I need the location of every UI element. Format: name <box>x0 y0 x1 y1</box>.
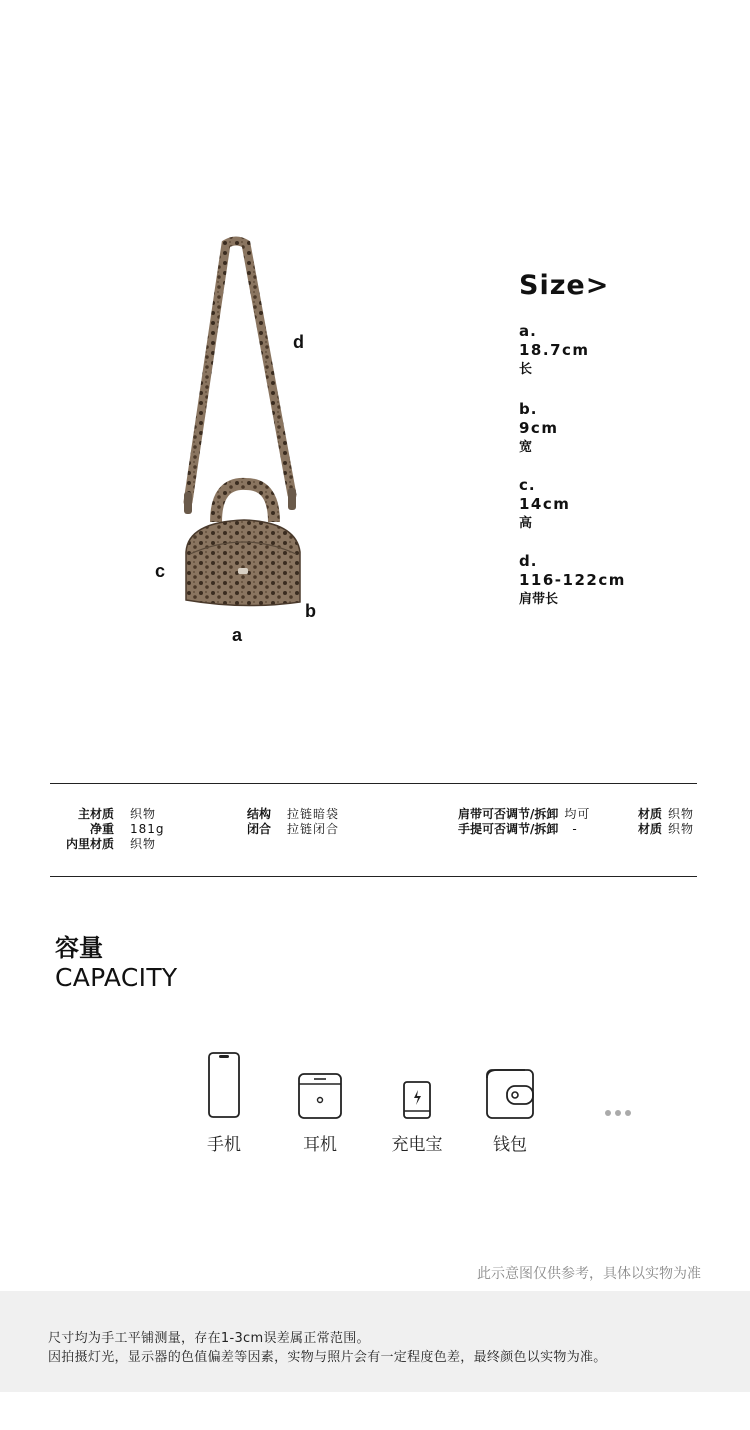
size-value: 18.7cm <box>519 341 590 359</box>
spec-column-2 <box>247 807 339 837</box>
size-key: a. <box>519 322 537 340</box>
size-item-c <box>519 476 570 533</box>
spec-label: 闭合 <box>247 822 272 836</box>
spec-label: 肩带可否调节/拆卸 <box>458 807 559 821</box>
spec-value: 织物 <box>668 807 695 821</box>
spec-value: - <box>572 822 578 836</box>
size-value: 116-122cm <box>519 571 626 589</box>
size-name: 高 <box>519 516 533 531</box>
spec-column-1 <box>50 807 165 852</box>
spec-label: 净重 <box>89 822 114 836</box>
divider-bottom <box>50 876 697 877</box>
size-item-b <box>519 400 558 457</box>
capacity-title-en: CAPACITY <box>55 963 178 992</box>
capacity-label: 耳机 <box>303 1135 337 1155</box>
dimension-label-a: a <box>232 625 243 645</box>
phone-icon <box>206 1050 242 1120</box>
bag-illustration <box>150 230 350 630</box>
capacity-label: 钱包 <box>493 1135 527 1155</box>
spec-column-4 <box>638 807 694 837</box>
capacity-label: 手机 <box>207 1135 241 1155</box>
size-name: 长 <box>519 362 533 377</box>
size-key: d. <box>519 552 538 570</box>
size-name: 宽 <box>519 440 533 455</box>
size-item-d <box>519 552 626 609</box>
power-bank-icon <box>402 1050 432 1120</box>
earphone-case-icon <box>297 1050 343 1120</box>
size-key: c. <box>519 476 536 494</box>
size-value: 14cm <box>519 495 571 513</box>
spec-value: 均可 <box>564 807 591 821</box>
spec-label: 内里材质 <box>65 837 114 851</box>
capacity-item-earphone <box>275 1050 365 1155</box>
dimension-label-d: d <box>293 332 304 352</box>
spec-value: 织物 <box>130 807 157 821</box>
footer-line-1: 尺寸均为手工平铺测量，存在1-3cm误差属正常范围。 <box>48 1331 370 1346</box>
size-name: 肩带长 <box>519 592 559 607</box>
spec-value: 181g <box>130 822 165 836</box>
spec-label: 手提可否调节/拆卸 <box>458 822 559 836</box>
spec-value: 拉链闭合 <box>287 822 340 836</box>
spec-label: 材质 <box>638 822 663 836</box>
size-item-a <box>519 322 590 379</box>
spec-column-3 <box>458 807 590 837</box>
spec-value: 拉链暗袋 <box>287 807 340 821</box>
capacity-item-wallet <box>465 1050 555 1155</box>
spec-label: 材质 <box>638 807 663 821</box>
reference-note: 此示意图仅供参考，具体以实物为准 <box>477 1266 701 1282</box>
wallet-icon <box>485 1050 535 1120</box>
spec-value: 织物 <box>130 837 157 851</box>
spec-value: 织物 <box>668 822 695 836</box>
dimension-label-b: b <box>305 601 316 621</box>
size-title: Size> <box>519 270 610 301</box>
capacity-item-phone <box>179 1050 269 1155</box>
capacity-title-cn: 容量 <box>55 934 103 962</box>
dimension-label-c: c <box>155 561 166 581</box>
footer-line-2: 因拍摄灯光，显示器的色值偏差等因素，实物与照片会有一定程度色差，最终颜色以实物为准。 <box>48 1350 607 1365</box>
spec-label: 主材质 <box>77 807 114 821</box>
divider-top <box>50 783 697 784</box>
spec-label: 结构 <box>247 807 272 821</box>
size-key: b. <box>519 400 538 418</box>
more-icon <box>604 1108 632 1118</box>
footer-disclaimer <box>0 1291 750 1392</box>
capacity-item-power-bank <box>372 1050 462 1155</box>
capacity-label: 充电宝 <box>391 1135 443 1155</box>
size-value: 9cm <box>519 419 559 437</box>
